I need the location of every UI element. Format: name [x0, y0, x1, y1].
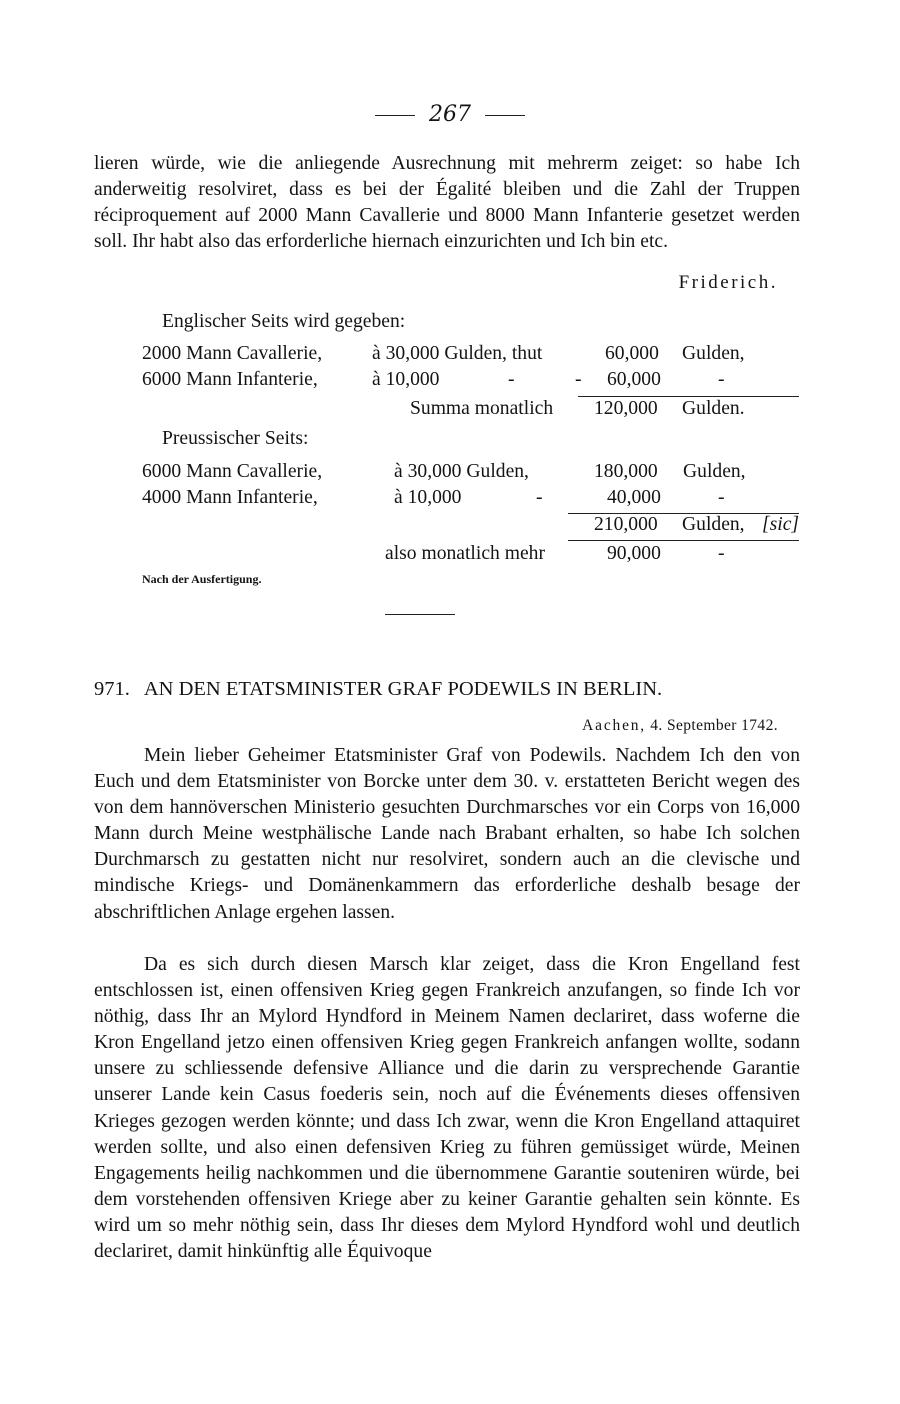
intro-paragraph: lieren würde, wie die anliegende Ausrechnung mit mehrerm zeiget: so habe Ich anderweitig resolviret, dass es bei der Égalité bleiben und die Zahl der Truppen réciproquement auf 2000 Mann Cavallerie und 8000 Mann Infanterie gesetzet werden soll. Ihr habt also das erforderliche hiernach einzurichten und Ich bin etc. — [94, 153, 800, 253]
letter-paragraph-2: Da es sich durch diesen Marsch klar zeiget, dass die Kron Engelland fest entschlossen ist, einen offensiven Krieg gegen Frankreich anzufangen, so finde Ich vor nöthig, dass Ihr an Mylord Hyndford in Meinem Namen declariret, dass woferne die Kron Engelland jetzo einen offensiven Krieg gegen Frankreich anfangen wollte, sodann unsere zu schliessende defensive Alliance und die darin zu versprechende Garantie unserer Lande kein Casus foederis sein, noch auf die Événements dieses offensiven Krieges gezogen werden könnte; und dass Ich zwar, wenn die Kron Engelland attaquiret werden sollte, und also einen defensiven Krieg zu führen gemüssiget würde, Meinen Engagements heilig nachkommen und die übernommene Garantie souteniren würde, bei dem vorstehenden offensiven Kriege aber zu keiner Garantie gehalten sein könnte. Es wird um so mehr nöthig sein, dass Ihr dieses dem Mylord Hyndford wohl und deutlich declariret, damit hinkünftig alle Équivoque — [94, 954, 800, 1263]
english-sum-rule — [578, 396, 799, 397]
english-row-2-unit: - — [718, 369, 725, 390]
prussian-row-2-troops: 4000 Mann Infanterie, — [142, 487, 318, 508]
prussian-row-1-total: 180,000 — [594, 461, 658, 482]
english-sum-unit: Gulden. — [682, 398, 745, 419]
letter-title: AN DEN ETATSMINISTER GRAF PODEWILS IN BERLIN. — [143, 678, 663, 700]
english-row-2-rate: à 10,000 — [372, 369, 440, 390]
prussian-row-1-troops: 6000 Mann Cavallerie, — [142, 461, 323, 482]
prussian-row-2-total: 40,000 — [607, 487, 661, 508]
prussian-diff-value: 90,000 — [607, 543, 661, 564]
english-row-1-troops: 2000 Mann Cavallerie, — [142, 343, 323, 364]
page-number: 267 — [429, 102, 471, 127]
english-row-2-dash-1: - — [508, 369, 515, 390]
header-rule-left — [375, 115, 415, 116]
english-row-2-dash-2: - — [575, 369, 582, 390]
prussian-row-2-unit: - — [718, 487, 725, 508]
signature: Friderich. — [678, 272, 778, 293]
prussian-row-2-dash: - — [536, 487, 543, 508]
english-row-1-rate: à 30,000 Gulden, thut — [372, 343, 543, 364]
header-rule-right — [485, 115, 525, 116]
english-sum-value: 120,000 — [594, 398, 658, 419]
prussian-diff-label: also monatlich mehr — [385, 543, 545, 564]
letter-date: 4. September 1742. — [650, 717, 778, 734]
prussian-sum-value: 210,000 — [594, 514, 658, 535]
english-row-2-total: 60,000 — [607, 369, 661, 390]
prussian-sum-unit: Gulden, — [682, 514, 745, 535]
english-row-2-troops: 6000 Mann Infanterie, — [142, 369, 318, 390]
english-sum-label: Summa monatlich — [410, 398, 554, 419]
english-row-1-unit: Gulden, — [682, 343, 745, 364]
english-row-1-total: 60,000 — [605, 343, 659, 364]
letter-number: 971. — [94, 678, 130, 700]
prussian-row-2-rate: à 10,000 — [394, 487, 462, 508]
prussian-sic-note: [sic] — [762, 514, 800, 535]
prussian-row-1-rate: à 30,000 Gulden, — [394, 461, 529, 482]
page-header — [0, 102, 900, 127]
english-table-heading: Englischer Seits wird gegeben: — [162, 311, 406, 332]
prussian-row-1-unit: Gulden, — [683, 461, 746, 482]
prussian-table-heading: Preussischer Seits: — [162, 428, 309, 449]
prussian-diff-unit: - — [718, 543, 725, 564]
letter-paragraph-1: Mein lieber Geheimer Etatsminister Graf von Podewils. Nachdem Ich den von Euch und dem Etatsminister von Borcke unter dem 30. v. erstatteten Bericht wegen des von dem hannöverschen Ministerio gesuchten Durchmarsches vor ein Corps von 16,000 Mann durch Meine westphälische Lande nach Brabant erhalten, so habe Ich solchen Durchmarsch zu gestatten nicht nur resolviret, sondern auch an die clevische und mindische Kriegs- und Domänenkammern das erforderliche deshalb besage der abschriftlichen Anlage ergehen lassen. — [94, 745, 800, 923]
section-divider — [385, 614, 455, 615]
prussian-diff-rule — [568, 540, 799, 541]
source-note: Nach der Ausfertigung. — [142, 572, 262, 586]
letter-place: Aachen, — [582, 717, 646, 734]
letter-heading — [94, 678, 806, 701]
letter-dateline — [582, 717, 778, 735]
